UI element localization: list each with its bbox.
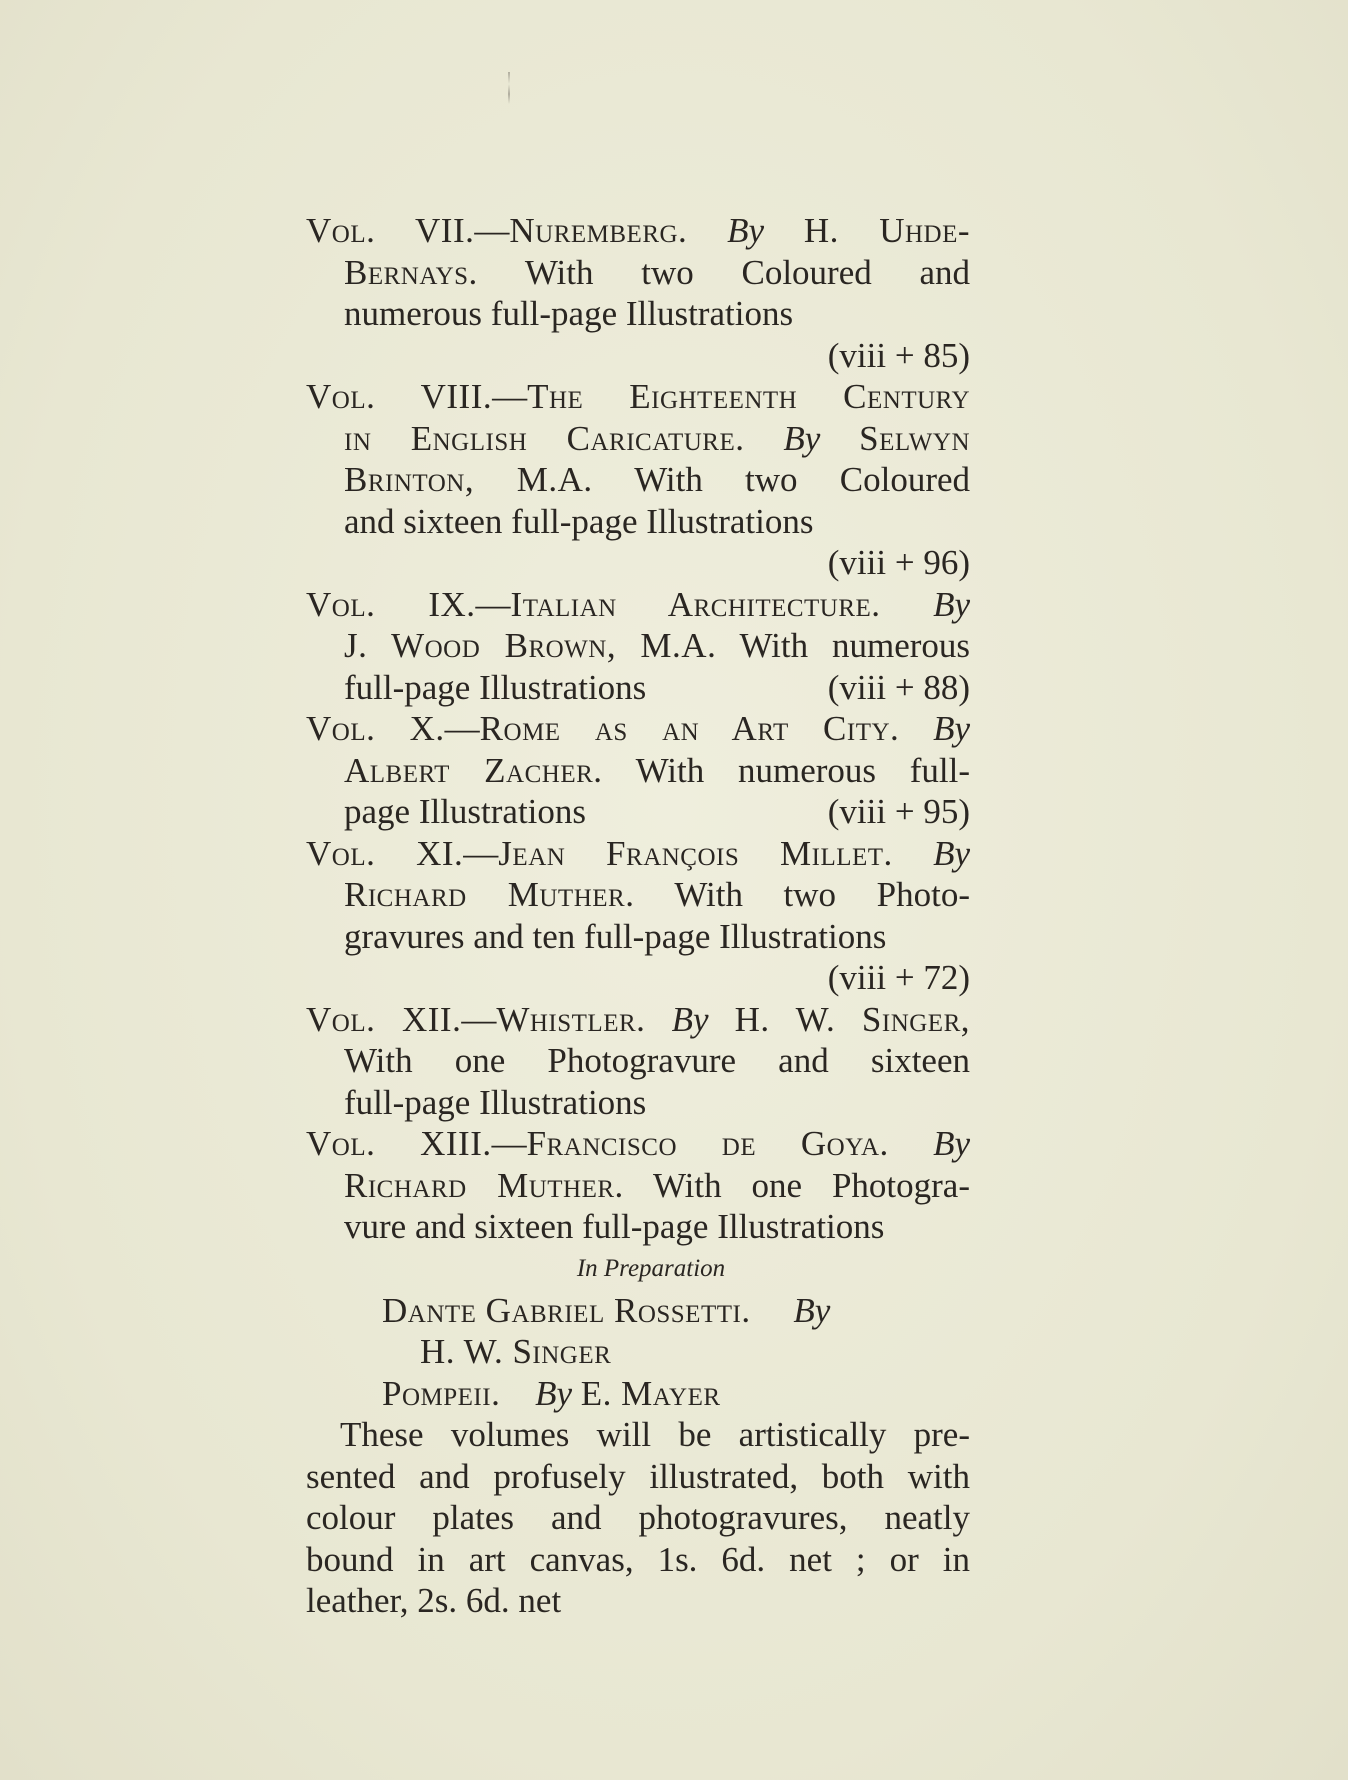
dash: — <box>492 377 528 416</box>
volume-number: Vol. VIII. <box>306 377 493 416</box>
by-label: By <box>933 833 970 873</box>
volume-number: Vol. IX. <box>306 584 476 624</box>
entry-line <box>306 1373 970 1415</box>
entry-line <box>306 252 970 294</box>
volume-title: Francisco de Goya. <box>526 1124 889 1163</box>
entry-line <box>306 999 970 1041</box>
closing-line: bound in art canvas, 1s. 6d. net ; or in <box>306 1539 970 1579</box>
by-label: By <box>535 1373 572 1413</box>
dash: — <box>491 1124 527 1163</box>
volume-number: Vol. X. <box>306 709 445 748</box>
volume-pages: (viii + 72) <box>827 958 970 997</box>
preparation-entry-rossetti <box>306 1290 970 1373</box>
by-label: By <box>933 709 970 748</box>
volume-description: and sixteen full-page Illustrations <box>344 501 814 541</box>
closing-line: leather, 2s. 6d. net <box>306 1581 562 1620</box>
volume-description: With one Photogra- <box>653 1165 970 1205</box>
entry-line <box>306 584 970 626</box>
by-label: By <box>727 211 765 250</box>
volume-pages: (viii + 95) <box>827 792 970 831</box>
volume-pages: (viii + 85) <box>827 335 970 375</box>
prep-title: Pompeii. <box>382 1373 501 1413</box>
volume-entry-xii <box>306 999 970 1124</box>
volume-entry-ix <box>306 584 970 709</box>
by-label: By <box>933 584 970 624</box>
volume-author: H. Uhde- <box>803 211 971 250</box>
volume-description: page Illustrations <box>344 792 587 831</box>
volume-description: With two Coloured <box>634 460 971 499</box>
volume-author: H. W. Singer, <box>734 999 971 1039</box>
entry-line <box>306 791 970 833</box>
volume-number: Vol. XI. <box>306 833 464 873</box>
volume-pages: (viii + 88) <box>827 667 970 707</box>
dash: — <box>475 584 511 624</box>
volume-description: full-page Illustrations <box>344 667 647 707</box>
volume-description: numerous full-page Illustrations <box>344 294 794 333</box>
entry-line <box>306 750 970 792</box>
by-label: By <box>793 1290 831 1330</box>
volume-description: full-page Illustrations <box>344 1082 647 1122</box>
by-label: By <box>933 1124 971 1163</box>
entry-line <box>306 418 970 460</box>
volume-title-cont: in English Caricature. <box>344 418 745 458</box>
in-preparation-heading: In Preparation <box>576 1254 726 1282</box>
volume-number: Vol. XII. <box>306 999 462 1039</box>
volume-author: Albert Zacher. <box>344 750 603 790</box>
volume-description: gravures and ten full-page Illustrations <box>344 916 887 956</box>
volume-entry-vii <box>306 210 970 376</box>
entry-line <box>306 625 970 667</box>
volume-title: Rome as an Art City. <box>479 709 900 748</box>
volume-title: Jean François Millet. <box>498 833 893 873</box>
volume-entry-viii <box>306 376 970 584</box>
volume-entry-xi <box>306 833 970 999</box>
closing-paragraph <box>306 1414 970 1622</box>
volume-author-cont: Brinton, M.A. <box>344 460 593 499</box>
volume-title: Nuremberg. <box>509 211 688 250</box>
volume-description: With two Coloured and <box>524 252 970 292</box>
volume-description: With numerous <box>739 626 971 665</box>
entry-line <box>306 1290 970 1332</box>
volume-number: Vol. VII. <box>306 211 475 250</box>
prep-author: E. Mayer <box>580 1373 721 1413</box>
volume-author-cont: Bernays. <box>344 252 478 292</box>
closing-line: colour plates and photogravures, neatly <box>306 1498 970 1537</box>
volume-description: With numerous full- <box>635 750 971 790</box>
volume-entry-xiii <box>306 1123 970 1248</box>
entry-line <box>306 833 970 875</box>
dash: — <box>461 999 497 1039</box>
volume-list <box>306 210 970 1622</box>
by-label: By <box>783 418 821 458</box>
dash: — <box>444 709 480 748</box>
volume-author: J. Wood Brown, M.A. <box>344 626 717 665</box>
volume-number: Vol. XIII. <box>306 1124 492 1163</box>
volume-title: Italian Architecture. <box>510 584 881 624</box>
entry-line <box>306 210 970 252</box>
closing-line: sented and profusely illustrated, both with <box>306 1456 970 1496</box>
volume-description: vure and sixteen full-page Illustrations <box>344 1207 885 1246</box>
entry-line <box>306 667 970 709</box>
preparation-entry-pompeii <box>306 1373 970 1415</box>
paper-fold-mark <box>508 72 510 112</box>
volume-author: Selwyn <box>859 418 971 458</box>
volume-title: The Eighteenth Century <box>527 377 970 416</box>
prep-title: Dante Gabriel Rossetti. <box>382 1290 751 1330</box>
dash: — <box>474 211 510 250</box>
entry-line <box>306 1123 970 1165</box>
entry-line <box>306 376 970 418</box>
prep-author: H. W. Singer <box>420 1332 612 1371</box>
volume-pages: (viii + 96) <box>827 543 970 582</box>
entry-line <box>306 459 970 501</box>
entry-line <box>306 1165 970 1207</box>
volume-author: Richard Muther. <box>344 1165 624 1205</box>
dash: — <box>463 833 499 873</box>
volume-entry-x <box>306 708 970 833</box>
volume-description: With two Photo- <box>674 875 970 914</box>
volume-author: Richard Muther. <box>344 875 635 914</box>
closing-line: These volumes will be artistically pre- <box>340 1415 970 1454</box>
entry-line <box>306 874 970 916</box>
volume-description: With one Photogravure and sixteen <box>344 1041 970 1080</box>
entry-line <box>306 708 970 750</box>
volume-title: Whistler. <box>496 999 646 1039</box>
by-label: By <box>671 999 709 1039</box>
